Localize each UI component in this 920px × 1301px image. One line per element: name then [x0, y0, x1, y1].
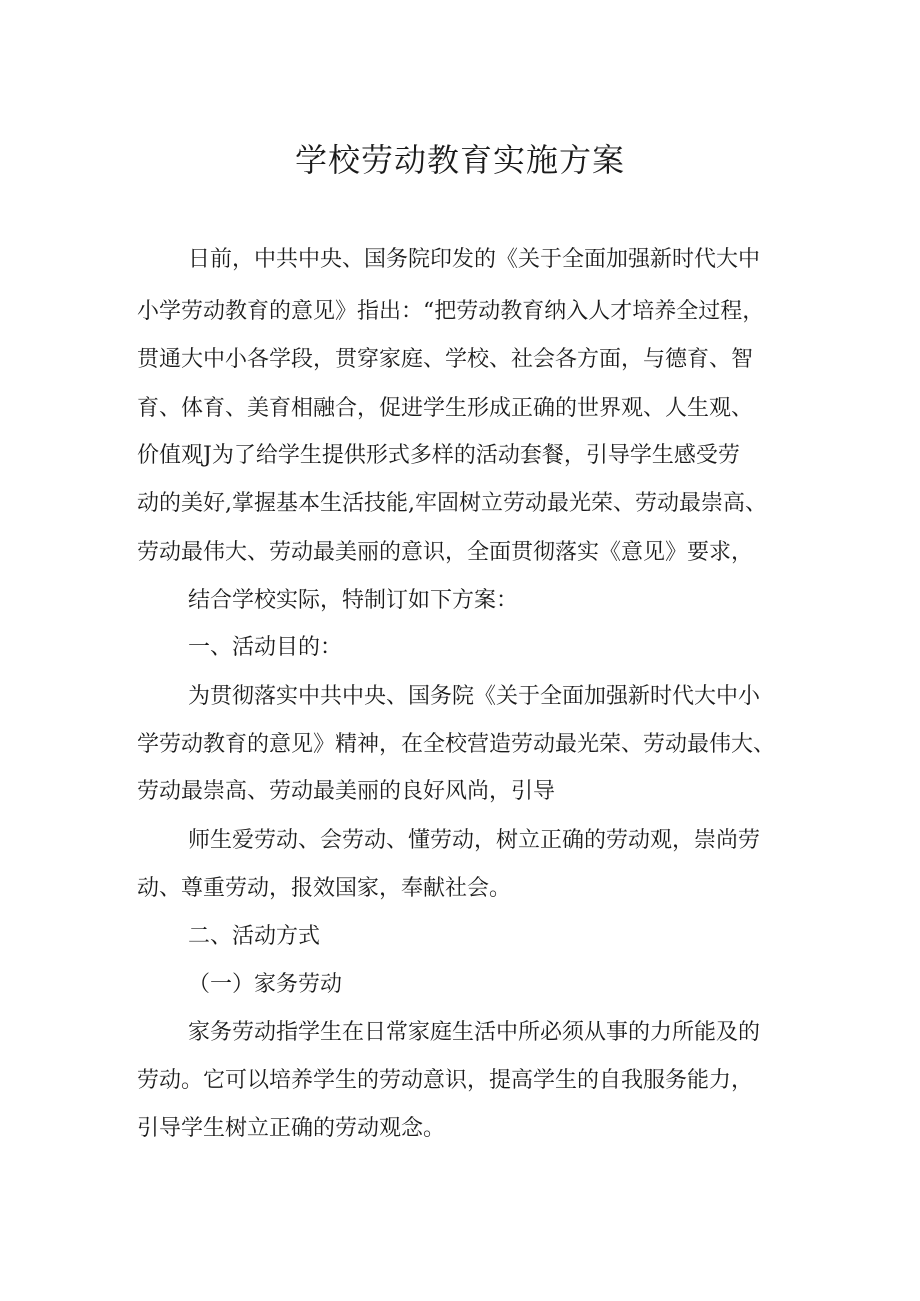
paragraph-line: 为贯彻落实中共中央、国务院《关于全面加强新时代大中小 — [188, 684, 761, 709]
paragraph-line: 价值观J为了给学生提供形式多样的活动套餐，引导学生感受劳 — [137, 443, 740, 468]
document-title: 学校劳动教育实施方案 — [294, 141, 625, 179]
paragraph-line: 学劳动教育的意见》精神，在全校营造劳动最光荣、劳动最伟大、 — [137, 732, 776, 757]
section-heading: 一、活动目的： — [188, 635, 343, 660]
paragraph-line: 育、体育、美育相融合，促进学生形成正确的世界观、人生观、 — [137, 396, 754, 421]
paragraph-line: 劳动。它可以培养学生的劳动意识，提高学生的自我服务能力， — [137, 1068, 754, 1093]
paragraph-line: 引导学生树立正确的劳动观念。 — [137, 1116, 446, 1141]
paragraph-line: 日前，中共中央、国务院印发的《关于全面加强新时代大中 — [188, 247, 761, 272]
paragraph-line: 结合学校实际，特制订如下方案： — [188, 588, 519, 613]
paragraph-line: 劳动最伟大、劳动最美丽的意识，全面贯彻落实《意见》要求， — [137, 540, 754, 565]
paragraph-line: 贯通大中小各学段，贯穿家庭、学校、社会各方面，与德育、智 — [137, 347, 754, 372]
paragraph-line: 动、尊重劳动，报效国家，奉献社会。 — [137, 876, 512, 901]
subsection-heading: （一）家务劳动 — [188, 972, 343, 997]
section-heading: 二、活动方式 — [188, 924, 321, 949]
paragraph-line: 家务劳动指学生在日常家庭生活中所必须从事的力所能及的 — [188, 1020, 761, 1045]
paragraph-line: 劳动最崇高、劳动最美丽的良好风尚，引导 — [137, 779, 556, 804]
paragraph-line: 师生爱劳动、会劳动、懂劳动，树立正确的劳动观，崇尚劳 — [188, 828, 761, 853]
paragraph-line: 小学劳动教育的意见》指出：“把劳动教育纳入人才培养全过程， — [137, 299, 765, 324]
paragraph-line: 动的美好,掌握基本生活技能,牢固树立劳动最光荣、劳动最崇高、 — [137, 491, 767, 516]
